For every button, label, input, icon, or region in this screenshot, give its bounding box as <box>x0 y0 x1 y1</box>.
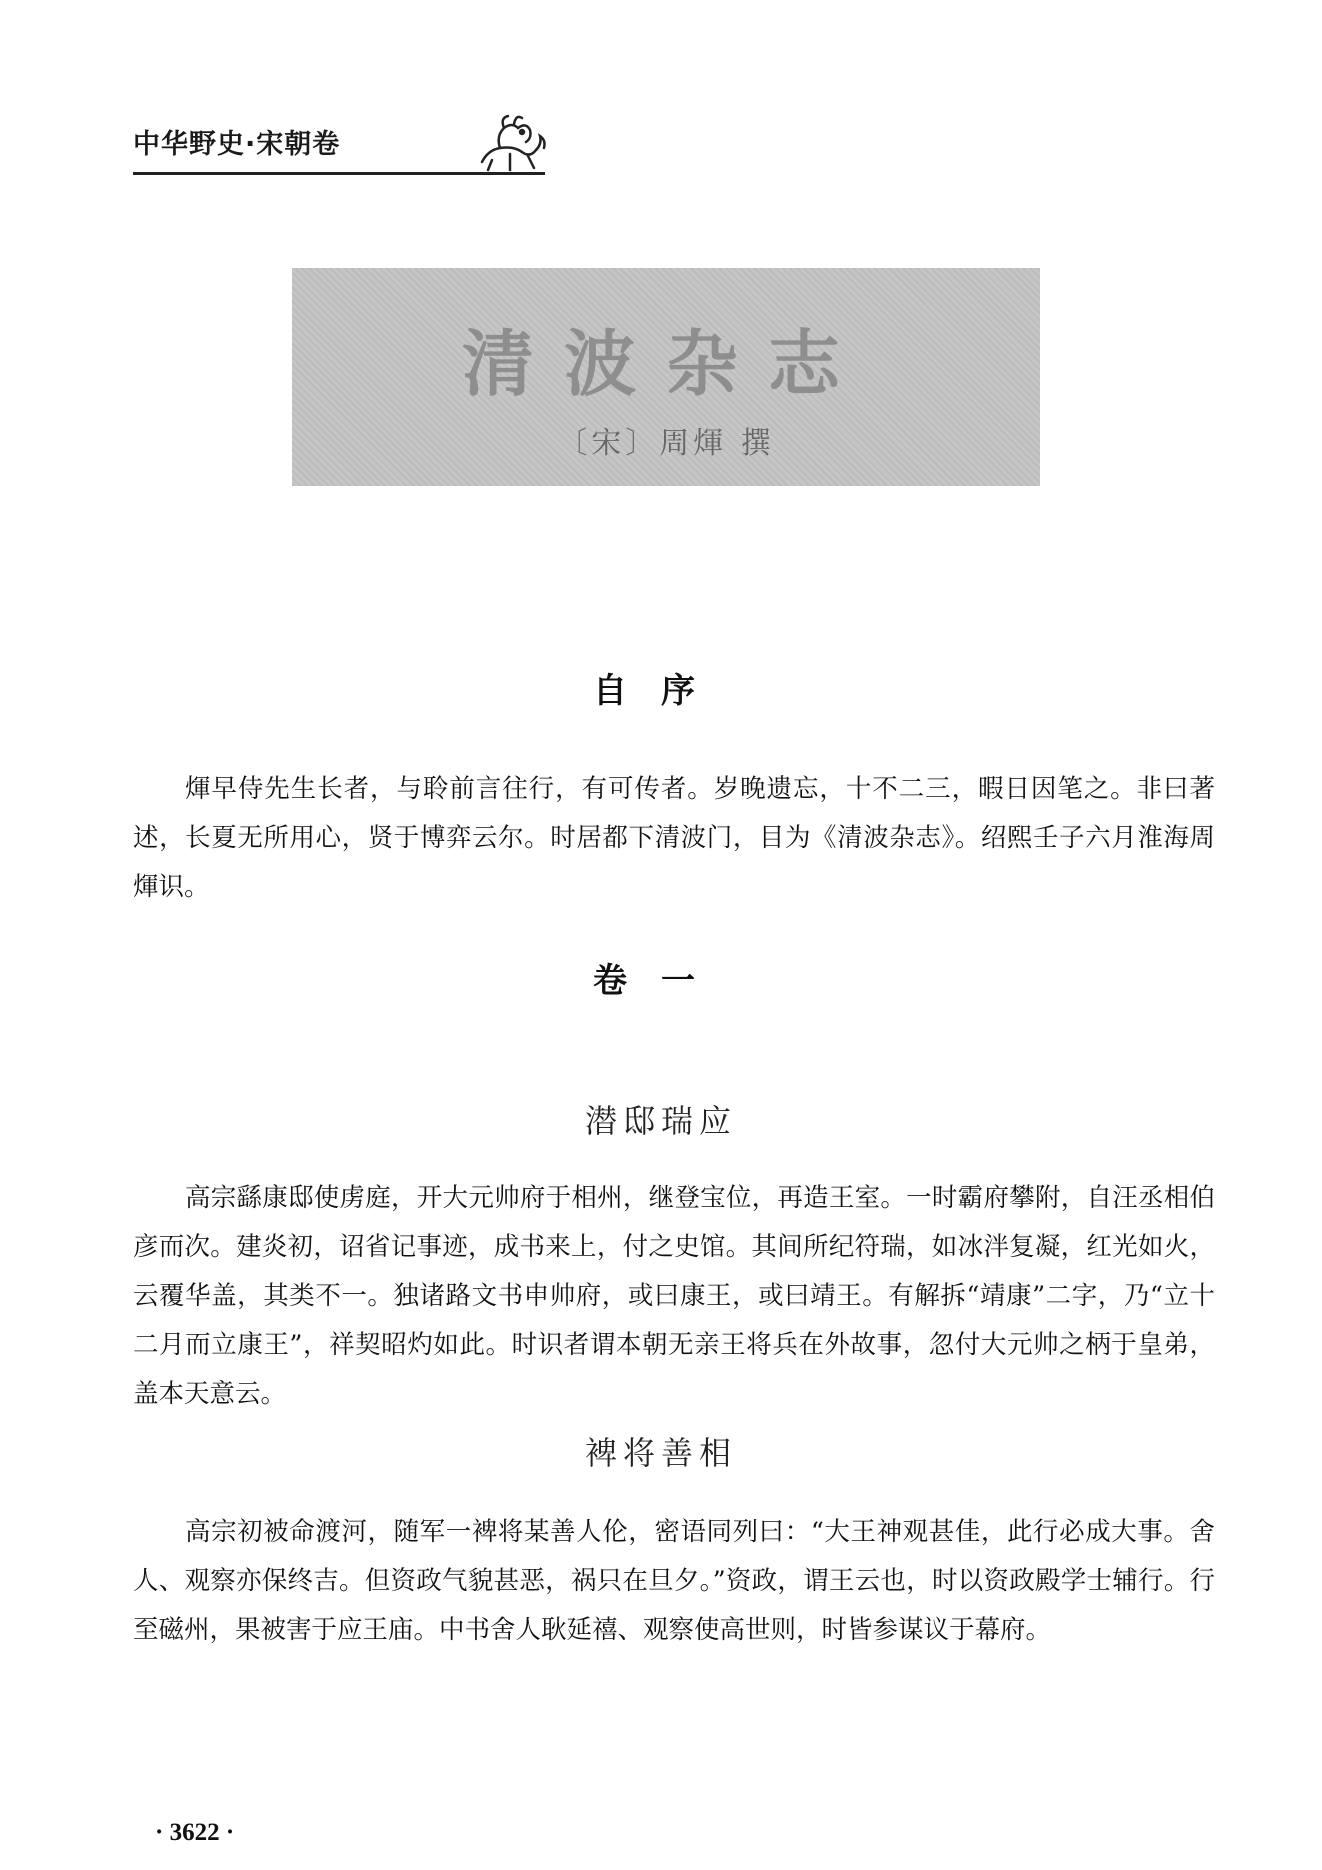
page-number: · 3622 · <box>155 1819 235 1846</box>
header-rule <box>133 172 545 175</box>
entry-heading-qiandi-ruiying: 潜邸瑞应 <box>584 1102 737 1140</box>
entry-text-bijiang-shanxiang: 高宗初被命渡河，随军一裨将某善人伦，密语同列曰：“大王神观甚佳，此行必成大事。舍人、观察亦保终吉。但资政气貌甚恶，祸只在旦夕。”资政，谓王云也，时以资政殿学士辅行。行至磁州，果被害于应王庙。中书舍人耿延禧、观察使高世则，时皆参谋议于幕府。 <box>133 1517 1215 1645</box>
book-title: 清波杂志 <box>461 321 870 406</box>
entry-text-qiandi-ruiying: 高宗繇康邸使虏庭，开大元帅府于相州，继登宝位，再造王室。一时霸府攀附，自汪丞相伯彦而次。建炎初，诏省记事迹，成书来上，付之史馆。其间所纪符瑞，如冰泮复凝，红光如火，云覆华盖，其类不一。独诸路文书申帅府，或曰康王，或曰靖王。有解拆“靖康”二字，乃“立十二月而立康王”，祥契昭灼如此。时识者谓本朝无亲王将兵在外故事，忽付大元帅之柄于皇弟，盖本天意云。 <box>133 1183 1215 1409</box>
running-head: 中华野史·宋朝卷 <box>133 129 341 160</box>
preface-heading: 自序 <box>593 671 729 711</box>
qilin-emblem-icon <box>470 110 550 172</box>
preface-text: 煇早侍先生长者，与聆前言往行，有可传者。岁晚遗忘，十不二三，暇日因笔之。非曰著述，长夏无所用心，贤于博弈云尔。时居都下清波门，目为《清波杂志》。绍熙壬子六月淮海周煇识。 <box>133 774 1215 902</box>
entry-heading-bijiang-shanxiang: 裨将善相 <box>584 1434 737 1472</box>
volume-heading: 卷一 <box>593 961 729 1001</box>
title-block <box>292 268 1040 486</box>
author-line: 〔宋〕周煇 撰 <box>557 426 775 461</box>
